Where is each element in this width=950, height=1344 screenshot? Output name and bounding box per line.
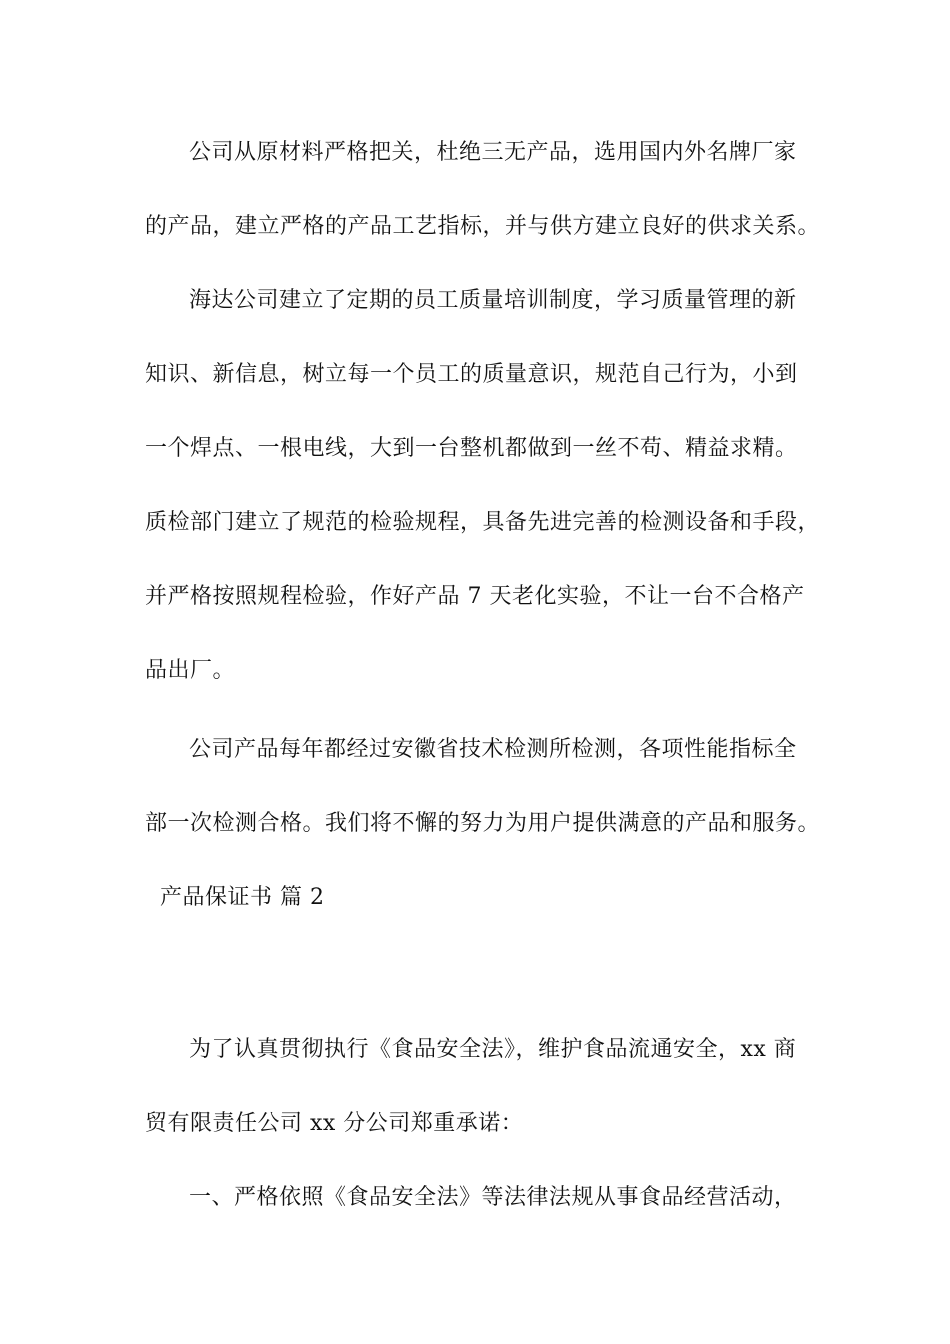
paragraph-line: 知识、新信息，树立每一个员工的质量意识，规范自己行为，小到 (145, 362, 798, 387)
paragraph-line: 的产品，建立严格的产品工艺指标，并与供方建立良好的供求关系。 (145, 214, 821, 239)
paragraph-line: 公司从原材料严格把关，杜绝三无产品，选用国内外名牌厂家 (189, 140, 797, 165)
paragraph-line: 部一次检测合格。我们将不懈的努力为用户提供满意的产品和服务。 (145, 811, 821, 836)
section-heading: 产品保证书 篇 2 (160, 885, 325, 910)
paragraph-line: 为了认真贯彻执行《食品安全法》，维护食品流通安全，xx 商 (189, 1037, 797, 1062)
paragraph-line: 一个焊点、一根电线，大到一台整机都做到一丝不苟、精益求精。 (145, 436, 798, 461)
paragraph-line: 品出厂。 (145, 658, 236, 683)
paragraph-line: 一、严格依照《食品安全法》等法律法规从事食品经营活动， (189, 1185, 797, 1210)
paragraph-line: 贸有限责任公司 xx 分公司郑重承诺： (145, 1111, 524, 1136)
paragraph-line: 质检部门建立了规范的检验规程，具备先进完善的检测设备和手段， (145, 510, 821, 535)
paragraph-line: 公司产品每年都经过安徽省技术检测所检测，各项性能指标全 (189, 737, 797, 762)
paragraph-line: 海达公司建立了定期的员工质量培训制度，学习质量管理的新 (189, 288, 797, 313)
paragraph-line: 并严格按照规程检验，作好产品 7 天老化实验，不让一台不合格产 (145, 584, 805, 609)
